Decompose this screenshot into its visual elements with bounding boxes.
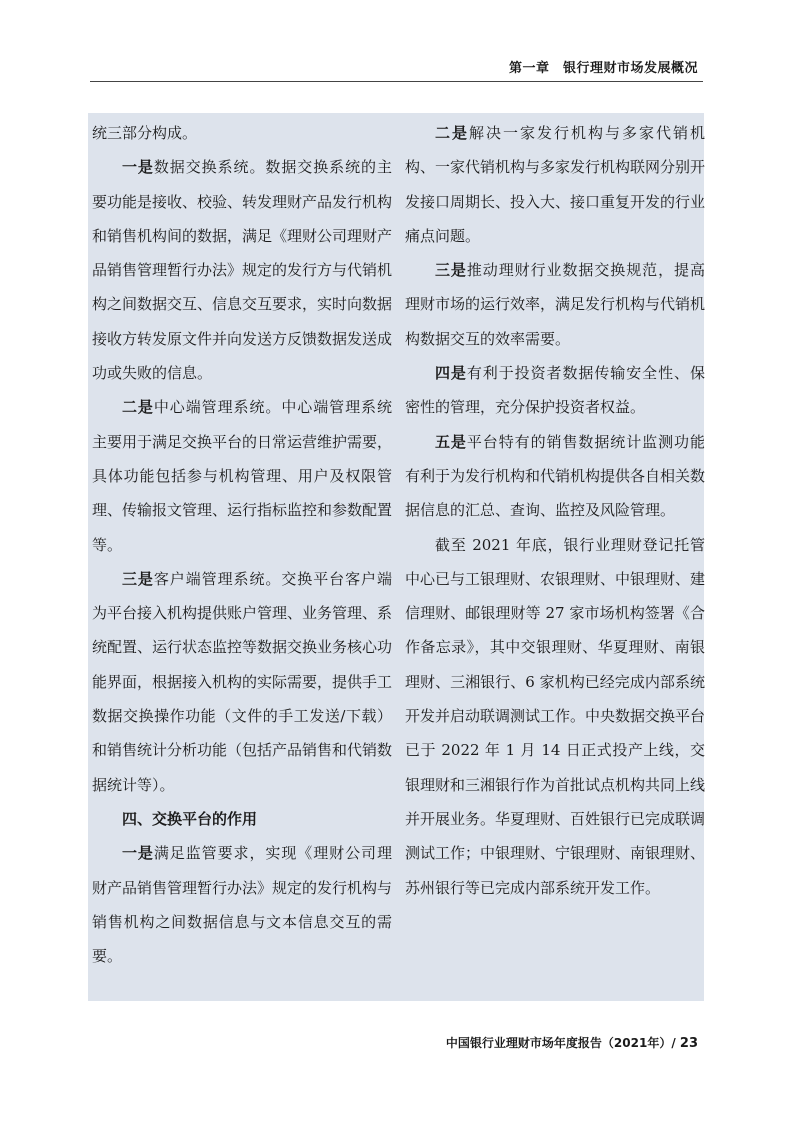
lead-term: 四是 <box>435 364 467 383</box>
page-number: 23 <box>679 1036 698 1051</box>
paragraph-text: 推动理财行业数据交换规范，提高理财市场的运行效率，满足发行机构与代销机构数据交互的效率需要。 <box>405 261 706 348</box>
lead-term: 二是 <box>435 124 469 142</box>
running-header: 第一章 银行理财市场发展概况 <box>508 61 698 76</box>
paragraph-text: 数据交换系统。数据交换系统的主要功能是接收、校验、转发理财产品发行机构和销售机构间的数据，满足《理财公司理财产品销售管理暂行办法》规定的发行方与代销机构之间数据交互、信息交互要求，实时向数据接收方转发原文件并向发送方反馈数据发送成功或失败的信息。 <box>92 158 393 383</box>
lead-term: 三是 <box>122 569 154 588</box>
lead-term: 二是 <box>122 398 154 417</box>
lead-term: 一是 <box>122 844 154 863</box>
page-footer <box>446 1034 698 1051</box>
paragraph-role-5 <box>405 425 705 528</box>
paragraph-continuation: 统三部分构成。 <box>92 124 198 142</box>
paragraph-data-exchange-system <box>92 150 392 390</box>
left-column <box>92 116 392 973</box>
paragraph-text: 有利于投资者数据传输安全性、保密性的管理，充分保护投资者权益。 <box>405 364 705 417</box>
paragraph-text: 解决一家发行机构与多家代销机构、一家代销机构与多家发行机构联网分别开发接口周期长、投入大、接口重复开发的行业痛点问题。 <box>405 124 706 245</box>
right-column <box>405 116 705 905</box>
lead-term: 一是 <box>122 158 154 177</box>
paragraph-client-management-system <box>92 562 392 802</box>
paragraph-text: 客户端管理系统。交换平台客户端为平台接入机构提供账户管理、业务管理、系统配置、运行状态监控等数据交换业务核心功能界面，根据接入机构的实际需要，提供手工数据交换操作功能（文件的手工发送/下载）和销售统计分析功能（包括产品销售和代销数据统计等）。 <box>92 569 393 794</box>
paragraph-role-1 <box>92 836 392 973</box>
paragraph-central-management-system <box>92 390 392 561</box>
paragraph-role-4 <box>405 356 705 425</box>
paragraph-role-2 <box>405 116 705 253</box>
paragraph-text: 中心端管理系统。中心端管理系统主要用于满足交换平台的日常运营维护需要，具体功能包括参与机构管理、用户及权限管理、传输报文管理、运行指标监控和参数配置等。 <box>92 398 393 554</box>
section-heading: 四、交换平台的作用 <box>122 809 258 828</box>
paragraph-progress-status: 截至 2021 年底，银行业理财登记托管中心已与工银理财、农银理财、中银理财、建信理财、邮银理财等 27 家市场机构签署《合作备忘录》，其中交银理财、华夏理财、南银理财、三湘银行、6 家机构已经完成内部系统开发并启动联调测试工作。中央数据交换平台已于 2022 年 1 月 14 日正式投产上线，交银理财和三湘银行作为首批试点机构共同上线并开展业务。华夏理财、百姓银行已完成联调测试工作；中银理财、宁银理财、南银理财、苏州银行等已完成内部系统开发工作。 <box>405 535 706 897</box>
paragraph-text: 平台特有的销售数据统计监测功能有利于为发行机构和代销机构提供各自相关数据信息的汇总、查询、监控及风险管理。 <box>405 432 706 520</box>
lead-term: 五是 <box>435 432 467 451</box>
header-rule <box>90 81 703 82</box>
report-title: 中国银行业理财市场年度报告（2021年）/ <box>445 1036 676 1050</box>
paragraph-role-3 <box>405 253 705 356</box>
paragraph-text: 满足监管要求，实现《理财公司理财产品销售管理暂行办法》规定的发行机构与销售机构之间数据信息与文本信息交互的需要。 <box>92 844 393 966</box>
lead-term: 三是 <box>435 261 467 280</box>
